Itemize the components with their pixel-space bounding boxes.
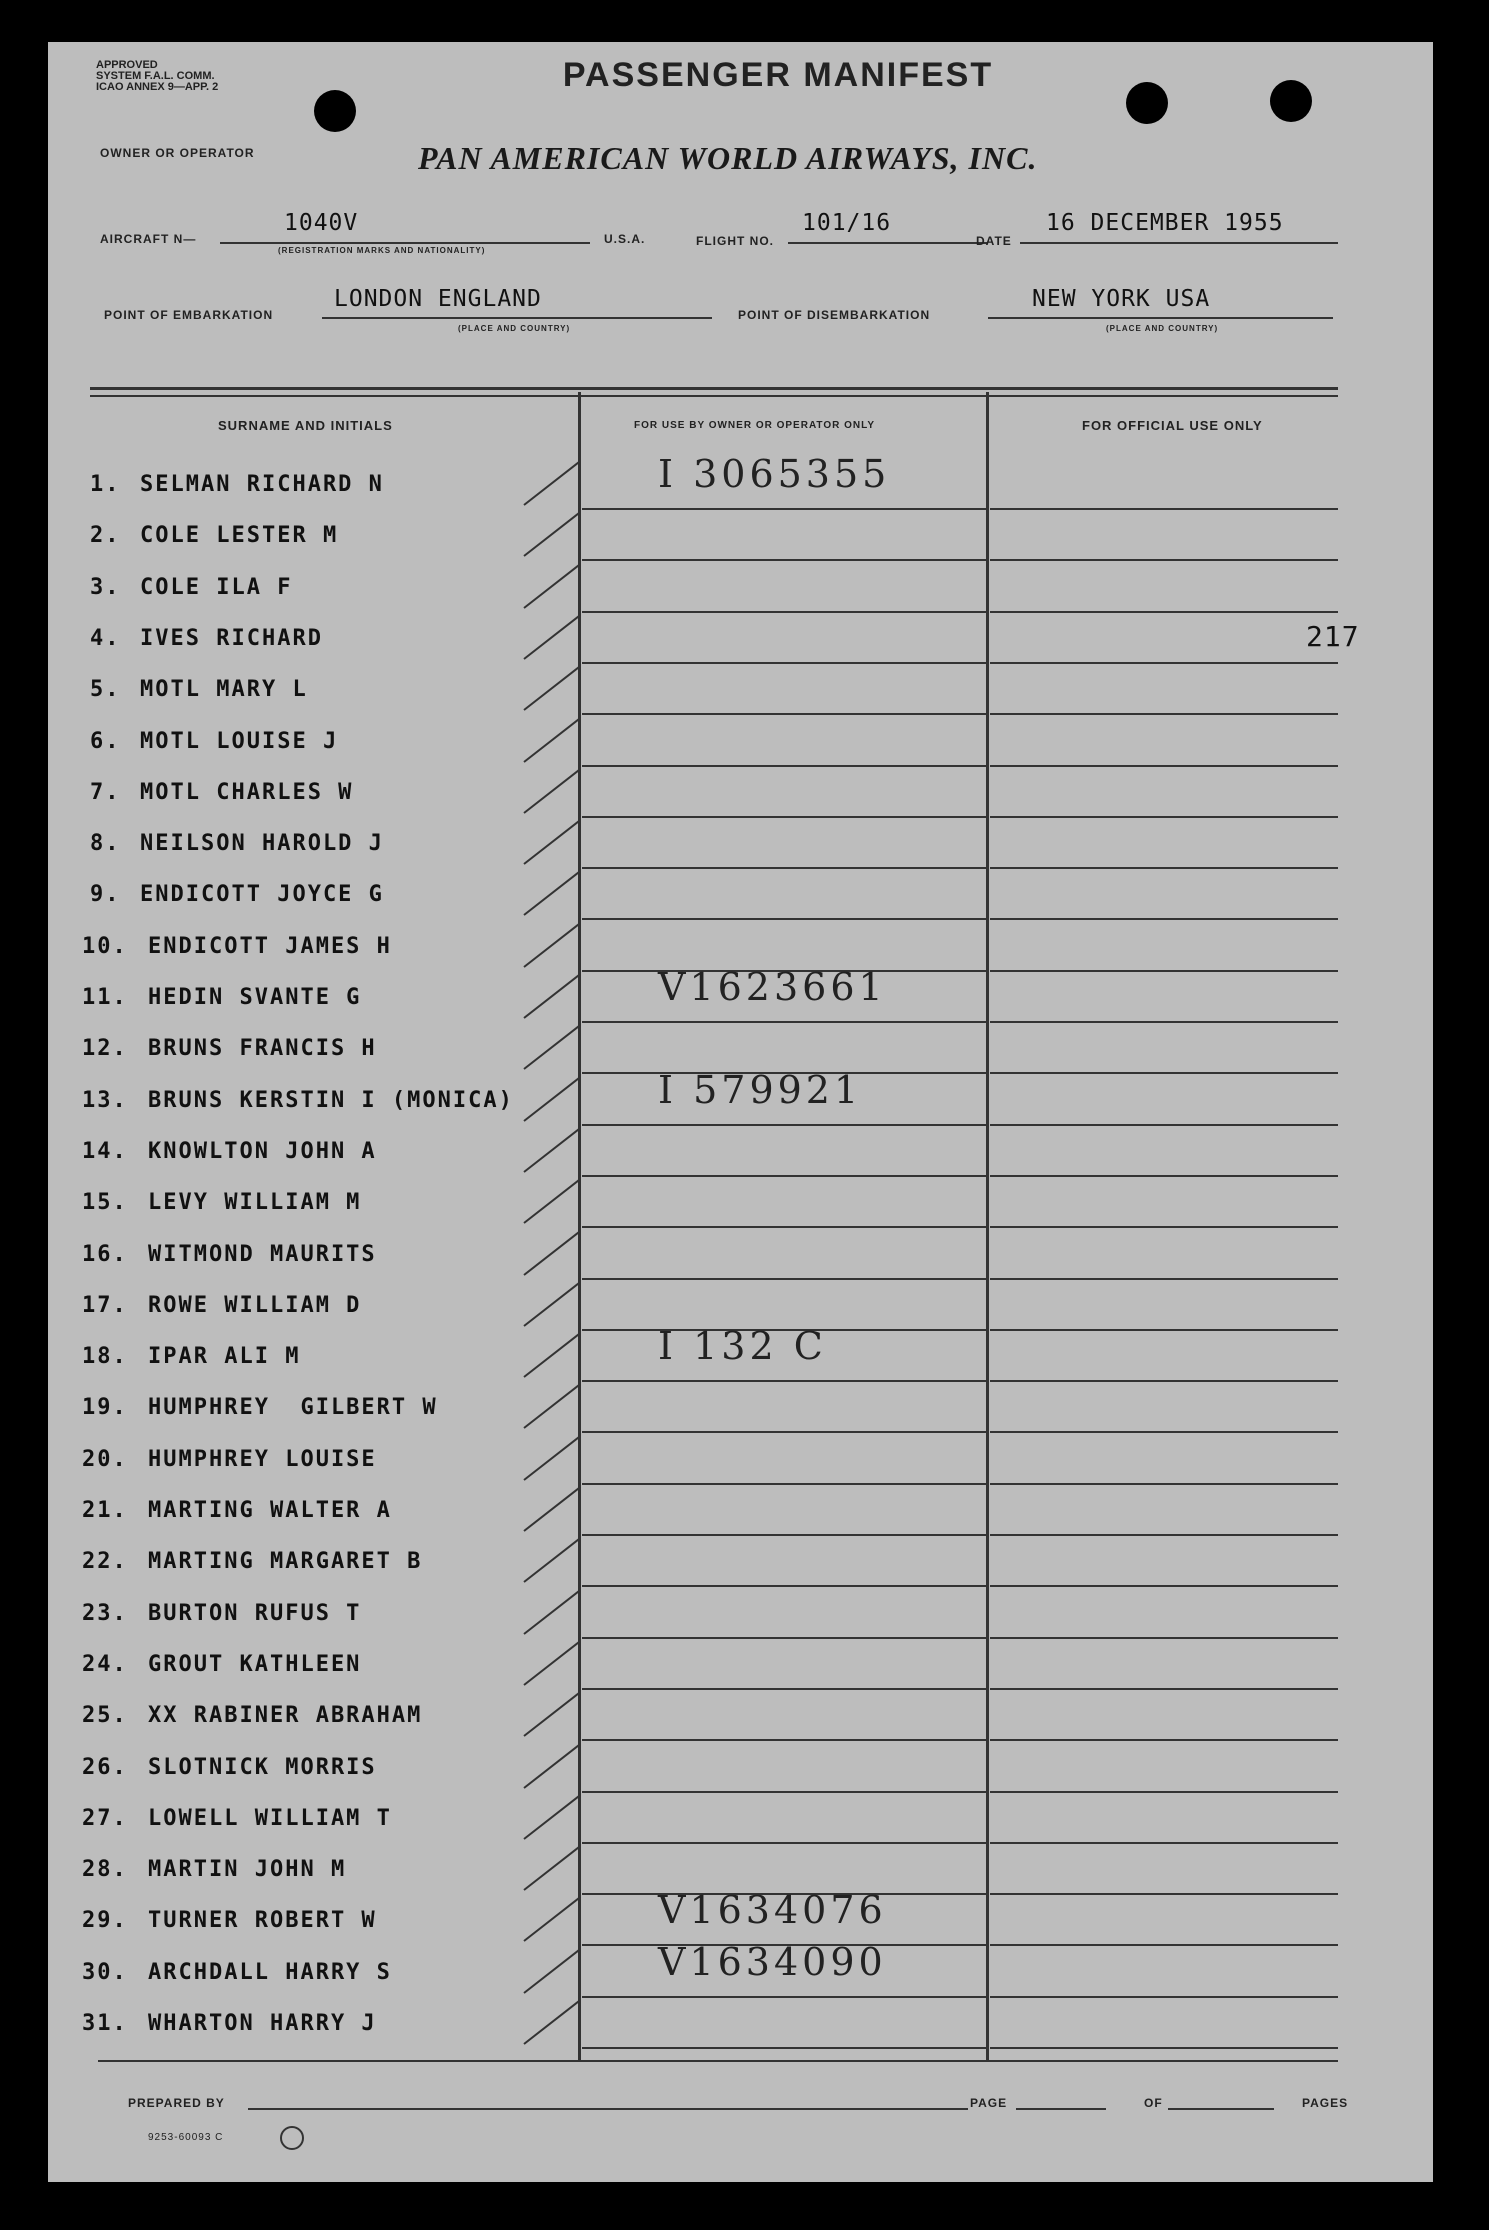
table-row (48, 870, 1338, 921)
passenger-number: 2. (90, 523, 121, 549)
manifest-sheet (48, 42, 1433, 2182)
row-rule (990, 1021, 1338, 1023)
passenger-number: 19. (82, 1395, 128, 1421)
page-label: PAGE (970, 2096, 1008, 2110)
passenger-name: WITMOND MAURITS (148, 1241, 377, 1267)
row-rule (990, 1944, 1338, 1946)
row-rule (990, 1329, 1338, 1331)
row-rule (990, 559, 1338, 561)
row-rule (582, 2047, 986, 2049)
row-rule (582, 1996, 986, 1998)
passenger-name: MOTL MARY L (140, 677, 308, 703)
table-row (48, 452, 1338, 511)
passenger-name: WHARTON HARRY J (148, 2011, 377, 2036)
check-mark (523, 1795, 579, 1840)
check-mark (523, 461, 579, 506)
passenger-number: 25. (82, 1703, 128, 1729)
table-row (48, 1589, 1338, 1640)
table-row (48, 1999, 1338, 2050)
passenger-number: 6. (90, 728, 121, 754)
row-rule (990, 1739, 1338, 1741)
row-rule (990, 970, 1338, 972)
table-top-border (90, 387, 1338, 390)
row-rule (990, 1124, 1338, 1126)
passenger-name: BRUNS FRANCIS H (148, 1036, 377, 1062)
table-row (48, 1324, 1338, 1383)
row-rule (990, 2047, 1338, 2049)
table-row (48, 563, 1338, 614)
embark-label: POINT OF EMBARKATION (104, 308, 274, 322)
check-mark (523, 872, 579, 917)
usa-label: U.S.A. (604, 232, 646, 246)
check-mark (523, 1077, 579, 1122)
check-mark (523, 1641, 579, 1686)
passenger-number: 23. (82, 1600, 128, 1626)
passenger-name: ENDICOTT JAMES H (148, 933, 392, 959)
passenger-name: LOWELL WILLIAM T (148, 1805, 392, 1831)
passenger-name: BRUNS KERSTIN I (MONICA) (148, 1087, 514, 1113)
row-rule (990, 1278, 1338, 1280)
passenger-name: HUMPHREY LOUISE (148, 1446, 377, 1472)
passenger-number: 28. (82, 1857, 128, 1883)
check-mark (523, 1949, 579, 1994)
check-mark (523, 1385, 579, 1430)
row-rule (990, 816, 1338, 818)
row-rule (990, 1893, 1338, 1895)
passenger-number: 12. (82, 1036, 128, 1062)
check-mark (523, 1846, 579, 1891)
table-row (48, 1230, 1338, 1281)
row-rule (582, 867, 986, 869)
passenger-name: MARTING WALTER A (148, 1498, 392, 1523)
check-mark (523, 1282, 579, 1327)
check-mark (523, 1025, 579, 1070)
passenger-number: 16. (82, 1241, 128, 1267)
row-rule (990, 1791, 1338, 1793)
row-rule (990, 867, 1338, 869)
row-rule (990, 662, 1338, 664)
row-rule (990, 1072, 1338, 1074)
table-row (48, 1127, 1338, 1178)
page-title: PASSENGER MANIFEST (562, 56, 994, 94)
row-rule (582, 508, 986, 510)
embark-underline (322, 317, 712, 319)
passenger-number: 27. (82, 1805, 128, 1831)
passenger-number: 5. (90, 677, 121, 703)
row-rule (990, 765, 1338, 767)
passenger-number: 3. (90, 574, 121, 600)
prepared-label: PREPARED BY (128, 2096, 225, 2110)
disembark-label: POINT OF DISEMBARKATION (738, 308, 931, 322)
row-rule (582, 1585, 986, 1587)
aircraft-value: 1040V (284, 210, 359, 236)
passenger-number: 14. (82, 1138, 128, 1164)
table-row (48, 1640, 1338, 1691)
row-rule (990, 1483, 1338, 1485)
passenger-name: NEILSON HAROLD J (140, 831, 384, 857)
passenger-number: 11. (82, 985, 128, 1010)
passenger-name: MARTIN JOHN M (148, 1857, 347, 1883)
check-mark (523, 1590, 579, 1635)
passenger-number: 24. (82, 1651, 128, 1677)
binder-hole-right-2 (1270, 80, 1312, 122)
passenger-number: 29. (82, 1908, 128, 1934)
row-rule (582, 765, 986, 767)
passenger-number: 9. (90, 882, 121, 908)
check-mark (523, 769, 579, 814)
passenger-number: 10. (82, 933, 128, 959)
table-row (48, 717, 1338, 768)
aircraft-label: AIRCRAFT N— (100, 232, 197, 246)
passenger-name: KNOWLTON JOHN A (148, 1138, 377, 1164)
passenger-name: COLE LESTER M (140, 523, 339, 549)
row-rule (990, 1226, 1338, 1228)
check-mark (523, 1179, 579, 1224)
passenger-number: 7. (90, 779, 121, 805)
row-rule (582, 1534, 986, 1536)
check-mark (523, 615, 579, 660)
check-mark (523, 1538, 579, 1583)
passenger-name: BURTON RUFUS T (148, 1600, 362, 1626)
disembark-value: NEW YORK USA (1032, 286, 1211, 312)
passenger-number: 26. (82, 1754, 128, 1780)
table-row (48, 665, 1338, 716)
passenger-name: MOTL LOUISE J (140, 728, 339, 754)
row-rule (582, 1688, 986, 1690)
check-mark (523, 512, 579, 557)
passenger-number: 18. (82, 1344, 128, 1370)
check-mark (523, 1487, 579, 1532)
row-rule (582, 1175, 986, 1177)
row-rule (582, 1431, 986, 1433)
approval-stamp: APPROVED SYSTEM F.A.L. COMM. ICAO ANNEX 9—APP. 2 (96, 59, 219, 93)
passenger-name: SELMAN RICHARD N (140, 472, 384, 497)
row-rule (582, 1483, 986, 1485)
passenger-name: ARCHDALL HARRY S (148, 1959, 392, 1985)
check-mark (523, 1128, 579, 1173)
row-rule (582, 1124, 986, 1126)
of-underline (1168, 2108, 1274, 2110)
passenger-name: GROUT KATHLEEN (148, 1651, 362, 1677)
flight-label: FLIGHT NO. (696, 234, 774, 248)
passenger-number: 4. (90, 625, 121, 651)
table-row (48, 614, 1360, 665)
row-rule (990, 1431, 1338, 1433)
column-header-owner-use: FOR USE BY OWNER OR OPERATOR ONLY (634, 420, 875, 431)
table-top-border-2 (90, 395, 1338, 397)
document-number: I 579921 (658, 1067, 863, 1112)
table-row (48, 819, 1338, 870)
check-mark (523, 2000, 579, 2045)
passenger-name: ENDICOTT JOYCE G (140, 882, 384, 908)
row-rule (582, 713, 986, 715)
disembark-underline (988, 317, 1333, 319)
passenger-name: SLOTNICK MORRIS (148, 1754, 377, 1780)
check-mark (523, 820, 579, 865)
row-rule (990, 508, 1338, 510)
passenger-number: 21. (82, 1498, 128, 1523)
table-row (48, 1537, 1338, 1588)
check-mark (523, 1436, 579, 1481)
row-rule (582, 662, 986, 664)
passenger-name: LEVY WILLIAM M (148, 1190, 362, 1216)
row-rule (990, 1175, 1338, 1177)
prepared-underline (248, 2108, 968, 2110)
passenger-number: 17. (82, 1292, 128, 1318)
owner-label: OWNER OR OPERATOR (100, 146, 255, 160)
passenger-name: ROWE WILLIAM D (148, 1292, 362, 1318)
check-mark (523, 1898, 579, 1943)
embark-caption: (PLACE AND COUNTRY) (458, 324, 571, 333)
table-row (48, 965, 1338, 1024)
check-mark (523, 1333, 579, 1378)
passenger-number: 13. (82, 1087, 128, 1113)
passenger-name: IPAR ALI M (148, 1344, 301, 1370)
table-row (48, 1178, 1338, 1229)
row-rule (582, 1380, 986, 1382)
passenger-number: 20. (82, 1446, 128, 1472)
check-mark (523, 564, 579, 609)
passenger-name: HEDIN SVANTE G (148, 985, 362, 1010)
row-rule (990, 1996, 1338, 1998)
check-mark (523, 1231, 579, 1276)
passenger-name: TURNER ROBERT W (148, 1908, 377, 1934)
official-entry: 217 (1306, 619, 1360, 653)
passenger-number: 8. (90, 831, 121, 857)
table-row (48, 1067, 1338, 1127)
flight-underline (788, 242, 988, 244)
form-number: 9253-60093 C (148, 2132, 224, 2143)
row-rule (582, 1637, 986, 1639)
check-mark (523, 718, 579, 763)
check-mark (523, 1744, 579, 1789)
check-mark (523, 1692, 579, 1737)
row-rule (990, 918, 1338, 920)
document-number: I 3065355 (658, 452, 891, 496)
row-rule (582, 1842, 986, 1844)
aircraft-underline (220, 242, 590, 244)
passenger-number: 1. (90, 472, 121, 497)
row-rule (582, 1021, 986, 1023)
row-rule (582, 1739, 986, 1741)
passenger-name: MARTING MARGARET B (148, 1549, 423, 1575)
table-row (48, 511, 1338, 562)
table-row (48, 768, 1338, 819)
document-number: I 132 C (658, 1324, 827, 1369)
row-rule (582, 611, 986, 613)
pages-label: PAGES (1302, 2096, 1349, 2110)
table-row (48, 1383, 1338, 1434)
page-underline (1016, 2108, 1106, 2110)
row-rule (990, 713, 1338, 715)
date-value: 16 DECEMBER 1955 (1046, 210, 1284, 236)
document-number: V1623661 (658, 965, 887, 1009)
passenger-name: MOTL CHARLES W (140, 779, 354, 805)
row-rule (990, 1842, 1338, 1844)
row-rule (582, 1791, 986, 1793)
row-rule (990, 1688, 1338, 1690)
flight-value: 101/16 (802, 210, 892, 236)
passenger-name: HUMPHREY GILBERT W (148, 1395, 438, 1421)
document-number: V1634090 (658, 1939, 887, 1984)
row-rule (990, 1637, 1338, 1639)
union-label-icon (280, 2126, 304, 2150)
row-rule (990, 1585, 1338, 1587)
passenger-name: XX RABINER ABRAHAM (148, 1703, 423, 1729)
passenger-number: 31. (82, 2011, 128, 2036)
disembark-caption: (PLACE AND COUNTRY) (1106, 324, 1219, 333)
passenger-number: 30. (82, 1959, 128, 1985)
table-row (48, 1794, 1338, 1845)
column-header-official-use: FOR OFFICIAL USE ONLY (1082, 418, 1263, 433)
airline-name: PAN AMERICAN WORLD AIRWAYS, INC. (418, 140, 1038, 176)
binder-hole-right-1 (1126, 82, 1168, 124)
embark-value: LONDON ENGLAND (334, 286, 542, 312)
passenger-number: 22. (82, 1549, 128, 1575)
table-row (48, 1691, 1338, 1742)
check-mark (523, 923, 579, 968)
binder-hole-left (314, 90, 356, 132)
table-row (48, 1435, 1338, 1486)
check-mark (523, 974, 579, 1019)
registration-caption: (REGISTRATION MARKS AND NATIONALITY) (278, 246, 486, 255)
row-rule (582, 1278, 986, 1280)
row-rule (990, 1380, 1338, 1382)
row-rule (582, 816, 986, 818)
row-rule (990, 611, 1338, 613)
column-header-surname: SURNAME AND INITIALS (218, 418, 393, 433)
check-mark (523, 666, 579, 711)
row-rule (990, 1534, 1338, 1536)
document-number: V1634076 (658, 1888, 887, 1933)
row-rule (582, 559, 986, 561)
table-row (48, 1939, 1338, 1999)
passenger-name: IVES RICHARD (140, 625, 323, 651)
date-underline (1020, 242, 1338, 244)
of-label: OF (1144, 2096, 1163, 2110)
table-bottom-border (98, 2060, 1338, 2062)
passenger-name: COLE ILA F (140, 574, 293, 600)
passenger-number: 15. (82, 1190, 128, 1216)
date-label: DATE (976, 234, 1012, 248)
table-row (48, 1743, 1338, 1794)
row-rule (582, 918, 986, 920)
table-row (48, 1486, 1338, 1537)
row-rule (582, 1226, 986, 1228)
